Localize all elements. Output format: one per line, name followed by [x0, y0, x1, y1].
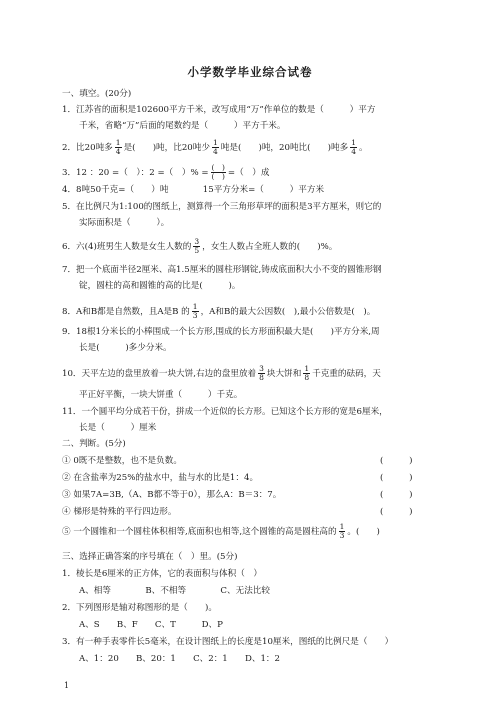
- fraction-one-quarter: $\frac{1}{4}$: [351, 138, 357, 156]
- question-10-line-1: [62, 365, 381, 382]
- judge-answer-1: ( ): [380, 456, 413, 466]
- judge-item-4: ④ 梯形是特殊的平行四边形。: [62, 507, 177, 517]
- fraction-three-fifths: $\frac{3}{5}$: [194, 237, 200, 255]
- judge-answer-4: ( ): [380, 507, 413, 517]
- fraction-one-third: $\frac{1}{3}$: [192, 302, 198, 320]
- question-6: [62, 238, 337, 255]
- section-heading-fill-in: 一、填空。(20分): [62, 89, 132, 99]
- question-10-line-2: 平正好平衡，一块大饼重（ ）千克。: [79, 390, 243, 400]
- page-title: 小学数学毕业综合试卷: [187, 65, 313, 79]
- question-3-text-1: 3．12 ：20 =（ ）：2 =（ ）% =: [62, 168, 209, 178]
- question-11-line-1: 11．一个圆平均分成若干份，拼成一个近似的长方形。已知这个长方形的宽是6厘米，: [62, 407, 388, 417]
- choice-question-3-options: A、1：20 B、20：1 C、2：1 D、1：2: [79, 654, 280, 664]
- question-2-text-2: 是( )吨，比20吨少: [123, 143, 210, 153]
- question-10-text-2: 块大饼和: [266, 369, 302, 379]
- question-3-text-2: =（ ）成: [227, 168, 270, 178]
- judge-item-1: ① 0既不是整数，也不是负数。: [62, 456, 182, 466]
- judge-answer-3: ( ): [380, 490, 413, 500]
- choice-question-2: 2．下列图形是轴对称图形的是（ )。: [62, 603, 217, 613]
- question-11-line-2: 长是（ ）厘米: [79, 423, 157, 433]
- question-3: [62, 164, 269, 181]
- question-8-text-1: 8．A和B都是自然数，且A是B 的: [62, 307, 190, 317]
- question-5-line-2: 实际面积是（ ）。: [79, 218, 170, 228]
- judge-item-3: ③ 如果7A=3B,（A、B都不等于0），那么A：B＝3：7。: [62, 490, 282, 500]
- judge-item-5-text-1: ⑤ 一个圆锥和一个圆柱体积相等,底面积也相等,这个圆锥的高是圆柱高的: [62, 527, 337, 537]
- question-9-line-1: 9．18根1分米长的小棒围成一个长方形,围成的长方形面积最大是( )平方分米,周: [62, 327, 380, 337]
- question-10-text-1: 10．天平左边的盘里放着一块大饼,右边的盘里放着: [62, 369, 257, 379]
- question-7-line-1: 7．把一个底面半径2厘米、高1.5厘米的圆柱形钢锭,铸成底面积大小不变的圆锥形钢: [62, 265, 382, 275]
- question-1-line-2: 千米，省略“万”后面的尾数约是（ ）平方千米。: [79, 121, 286, 131]
- question-8-text-2: ，A和B的最大公因数( ),最小公倍数是( )。: [200, 307, 376, 317]
- fraction-one-quarter: $\frac{1}{4}$: [212, 138, 218, 156]
- question-2-text-3: 吨是( )吨，20吨比( )吨多: [220, 143, 349, 153]
- question-8: [62, 303, 375, 320]
- question-2-text-1: 2．比20吨多: [62, 143, 113, 153]
- question-4: 4．8吨50千克=（ ）吨 15平方分米=（ ）平方米: [62, 185, 325, 195]
- question-9-line-2: 长是( )多少分米。: [79, 343, 172, 353]
- question-6-text-2: ，女生人数占全班人数的( )%。: [202, 242, 338, 252]
- question-2-text-4: 。: [359, 143, 368, 153]
- judge-item-5-text-2: 。( ): [347, 527, 380, 537]
- question-10-text-3: 千克重的砝码，天: [312, 369, 381, 379]
- choice-question-1-options: A、相等 B、不相等 C、无法比较: [79, 586, 270, 596]
- judge-answer-2: ( ): [380, 473, 413, 483]
- section-heading-multiple-choice: 三、选择正确答案的序号填在（ ）里。(5分): [62, 552, 238, 562]
- question-1-line-1: 1．江苏省的面积是102600平方千米，改写成用“万”作单位的数是（ ）平方: [62, 105, 376, 115]
- question-7-line-2: 锭，圆柱的高和圆锥的高的比是( )。: [79, 281, 241, 291]
- fraction-three-eighths: $\frac{3}{8}$: [259, 364, 264, 382]
- fraction-one-eighth: $\frac{1}{8}$: [304, 364, 310, 382]
- choice-question-1: 1．棱长是6厘米的正方体，它的表面积与体积（ ）: [62, 569, 262, 579]
- judge-item-2: ② 在含盐率为25%的盐水中，盐与水的比是1：4。: [62, 473, 259, 483]
- fraction-one-quarter: $\frac{1}{4}$: [115, 138, 121, 156]
- question-6-text-1: 6．六(4)班男生人数是女生人数的: [62, 242, 192, 252]
- judge-item-5: [62, 523, 380, 540]
- page-number: 1: [64, 681, 70, 690]
- choice-question-2-options: A、S B、F C、T D、P: [79, 620, 223, 630]
- section-heading-true-false: 二、判断。(5分): [62, 439, 126, 449]
- question-5-line-1: 5．在比例尺为1:100的图纸上，测算得一个三角形草坪的面积是3平方厘米，则它的: [62, 202, 382, 212]
- fraction-blank: $\frac{( )}{( )}$: [211, 163, 225, 181]
- question-2: [62, 139, 368, 156]
- fraction-one-third: $\frac{1}{3}$: [339, 522, 345, 540]
- choice-question-3: 3．有一种手表零件长5毫米，在设计图纸上的长度是10厘米，图纸的比例尺是（ ）: [62, 637, 394, 647]
